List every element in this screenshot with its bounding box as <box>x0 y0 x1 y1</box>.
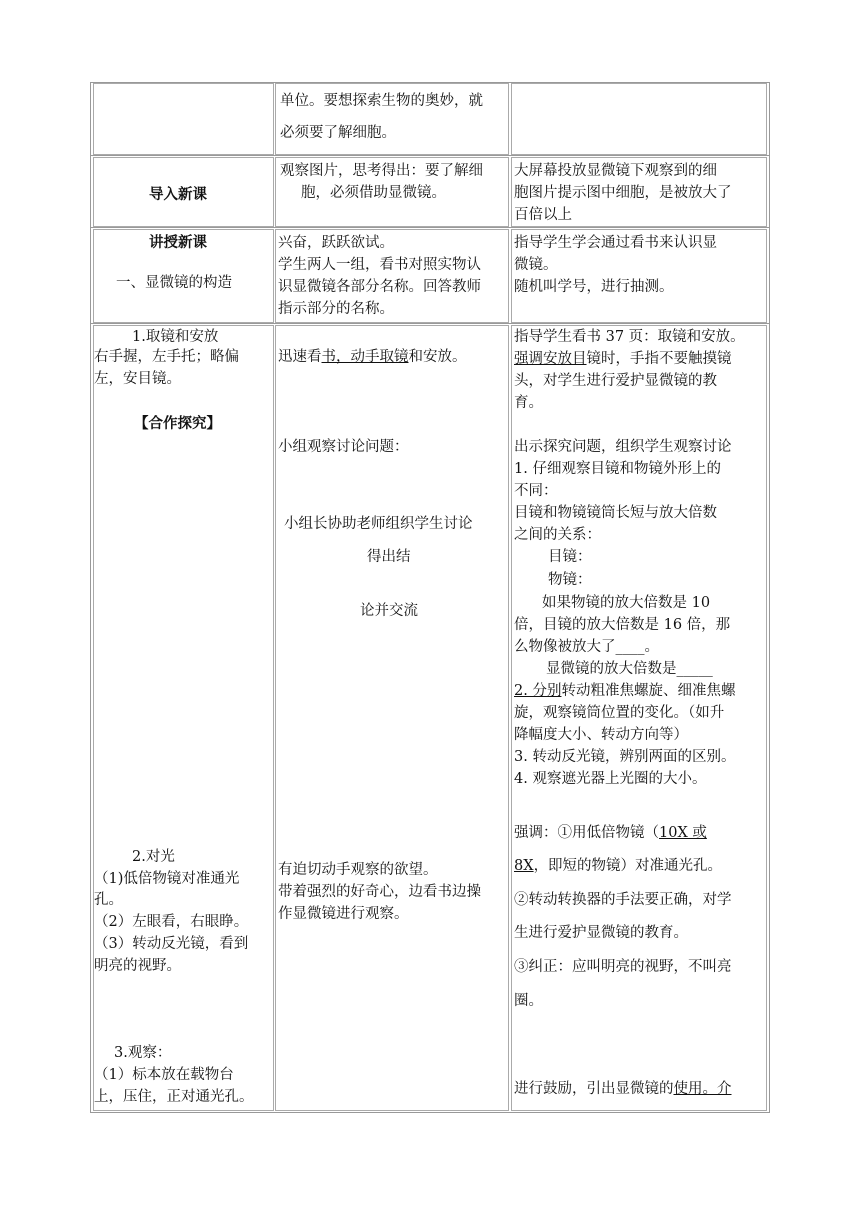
text-line: 如果物镜的放大倍数是 10 <box>542 595 711 611</box>
cell-student <box>275 157 509 227</box>
cell-stage <box>93 83 274 155</box>
text-fragment: 进行鼓励，引出显微镜的 <box>514 1081 674 1097</box>
text-line: 观察图片，思考得出：要了解细 <box>280 163 483 179</box>
text-line: 小组长协助老师组织学生讨论 <box>284 516 473 532</box>
table-row <box>91 325 769 1111</box>
text-line: 学生两人一组，看书对照实物认 <box>278 257 481 273</box>
text-line: 左，安目镜。 <box>94 371 181 387</box>
row-divider <box>91 155 769 156</box>
text-line: ②转动转换器的手法要正确，对学 <box>514 892 732 908</box>
text-line: 作显微镜进行观察。 <box>278 906 409 922</box>
lesson-table <box>90 82 770 1113</box>
cell-teacher <box>511 83 767 155</box>
text-fragment: ，即短的物镜）对准通光孔。 <box>533 858 723 874</box>
text-line: （1）标本放在载物台 <box>94 1067 234 1083</box>
cell-stage <box>93 229 274 323</box>
text-fragment: 强调：①用低倍物镜（ <box>514 825 659 841</box>
table-row <box>91 83 769 155</box>
text-line: 单位。要想探索生物的奥妙，就 <box>280 93 483 109</box>
cell-teacher <box>511 229 767 323</box>
text-line: 旋，观察镜筒位置的变化。（如升 <box>514 705 725 721</box>
text-line: 降幅度大小、转动方向等） <box>514 727 688 743</box>
text-line <box>278 346 467 368</box>
text-line: 胞图片提示图中细胞，是被放大了 <box>514 185 732 201</box>
text-line: 小组观察讨论问题： <box>278 439 409 455</box>
text-line: 之间的关系： <box>514 527 601 543</box>
text-fragment: 转动粗准焦螺旋、细准焦螺 <box>561 683 736 699</box>
step-title: 3.观察： <box>114 1045 172 1061</box>
row-divider <box>91 227 769 228</box>
text-line: 右手握，左手托；略偏 <box>94 349 239 365</box>
text-line: 指导学生看书 37 页：取镜和安放。 <box>514 329 745 345</box>
text-line: （2）左眼看，右眼睁。 <box>94 914 249 930</box>
text-line: 生进行爱护显微镜的教育。 <box>514 925 688 941</box>
text-line: 必须要了解细胞。 <box>280 125 396 141</box>
text-fragment: 和安放。 <box>408 349 467 365</box>
underlined-text: 强调安放目 <box>514 351 587 367</box>
cell-student <box>275 229 509 323</box>
text-line: 百倍以上 <box>514 207 572 223</box>
text-line: 兴奋，跃跃欲试。 <box>278 235 394 251</box>
text-line: 指示部分的名称。 <box>278 301 394 317</box>
stage-title: 导入新课 <box>149 186 207 203</box>
text-line: 论并交流 <box>360 603 418 619</box>
text-line: 倍，目镜的放大倍数是 16 倍，那 <box>514 617 731 633</box>
text-line: 微镜。 <box>514 257 558 273</box>
text-line: 识显微镜各部分名称。回答教师 <box>278 279 481 295</box>
text-line: 4. 观察遮光器上光圈的大小。 <box>514 771 707 787</box>
text-line: 物镜： <box>548 572 592 588</box>
text-line <box>514 822 707 844</box>
text-line: 显微镜的放大倍数是_____ <box>546 661 713 677</box>
step-title: 1.取镜和安放 <box>132 329 219 345</box>
table-row <box>91 229 769 323</box>
cell-student <box>275 325 509 1111</box>
cell-teacher <box>511 157 767 227</box>
stage-title: 讲授新课 <box>149 234 207 251</box>
text-line: 孔。 <box>94 892 123 908</box>
text-fragment: 迅速看 <box>278 349 322 365</box>
coop-heading: 【合作探究】 <box>134 415 221 432</box>
text-line: 得出结 <box>367 549 411 565</box>
text-line: 胞，必须借助显微镜。 <box>301 185 446 201</box>
text-line: ③纠正：应叫明亮的视野，不叫亮 <box>514 959 732 975</box>
text-line: 带着强烈的好奇心，边看书边操 <box>278 884 481 900</box>
text-line: 有迫切动手观察的欲望。 <box>278 862 438 878</box>
text-line: （1)低倍物镜对准通光 <box>94 871 240 887</box>
text-line <box>514 348 732 370</box>
section-title: 一、显微镜的构造 <box>116 275 232 291</box>
cell-stage <box>93 157 274 227</box>
cell-teacher <box>511 325 767 1111</box>
text-fragment: 镜时，手指不要触摸镜 <box>586 351 732 367</box>
text-line: 目镜： <box>548 549 592 565</box>
text-line <box>514 680 735 702</box>
text-line <box>514 1078 732 1100</box>
underlined-text: 2. 分别 <box>514 683 562 699</box>
underlined-text: 书，动手取镜 <box>321 349 409 365</box>
text-line: 圈。 <box>514 993 543 1009</box>
text-line: 出示探究问题，组织学生观察讨论 <box>514 439 732 455</box>
text-line: 上，压住，正对通光孔。 <box>94 1089 254 1105</box>
row-divider <box>91 323 769 324</box>
text-line: 头，对学生进行爱护显微镜的教 <box>514 373 717 389</box>
text-line: 大屏幕投放显微镜下观察到的细 <box>514 163 717 179</box>
text-line: （3）转动反光镜，看到 <box>94 936 249 952</box>
text-line: 指导学生学会通过看书来认识显 <box>514 235 717 251</box>
text-line: 3. 转动反光镜，辨别两面的区别。 <box>514 749 736 765</box>
step-title: 2.对光 <box>132 849 175 865</box>
text-line: 目镜和物镜镜筒长短与放大倍数 <box>514 505 717 521</box>
underlined-text: 10X 或 <box>659 825 707 841</box>
text-line: 么物像被放大了____。 <box>514 639 659 655</box>
table-row <box>91 157 769 227</box>
text-line: 随机叫学号，进行抽测。 <box>514 279 674 295</box>
underlined-text: 8X <box>514 858 534 874</box>
text-line: 1. 仔细观察目镜和物镜外形上的 <box>514 461 721 477</box>
cell-stage <box>93 325 274 1111</box>
text-line: 育。 <box>514 395 543 411</box>
cell-student <box>275 83 509 155</box>
text-line: 明亮的视野。 <box>94 958 181 974</box>
underlined-text: 使用。介 <box>673 1081 732 1097</box>
text-line <box>514 855 722 877</box>
text-line: 不同： <box>514 483 558 499</box>
